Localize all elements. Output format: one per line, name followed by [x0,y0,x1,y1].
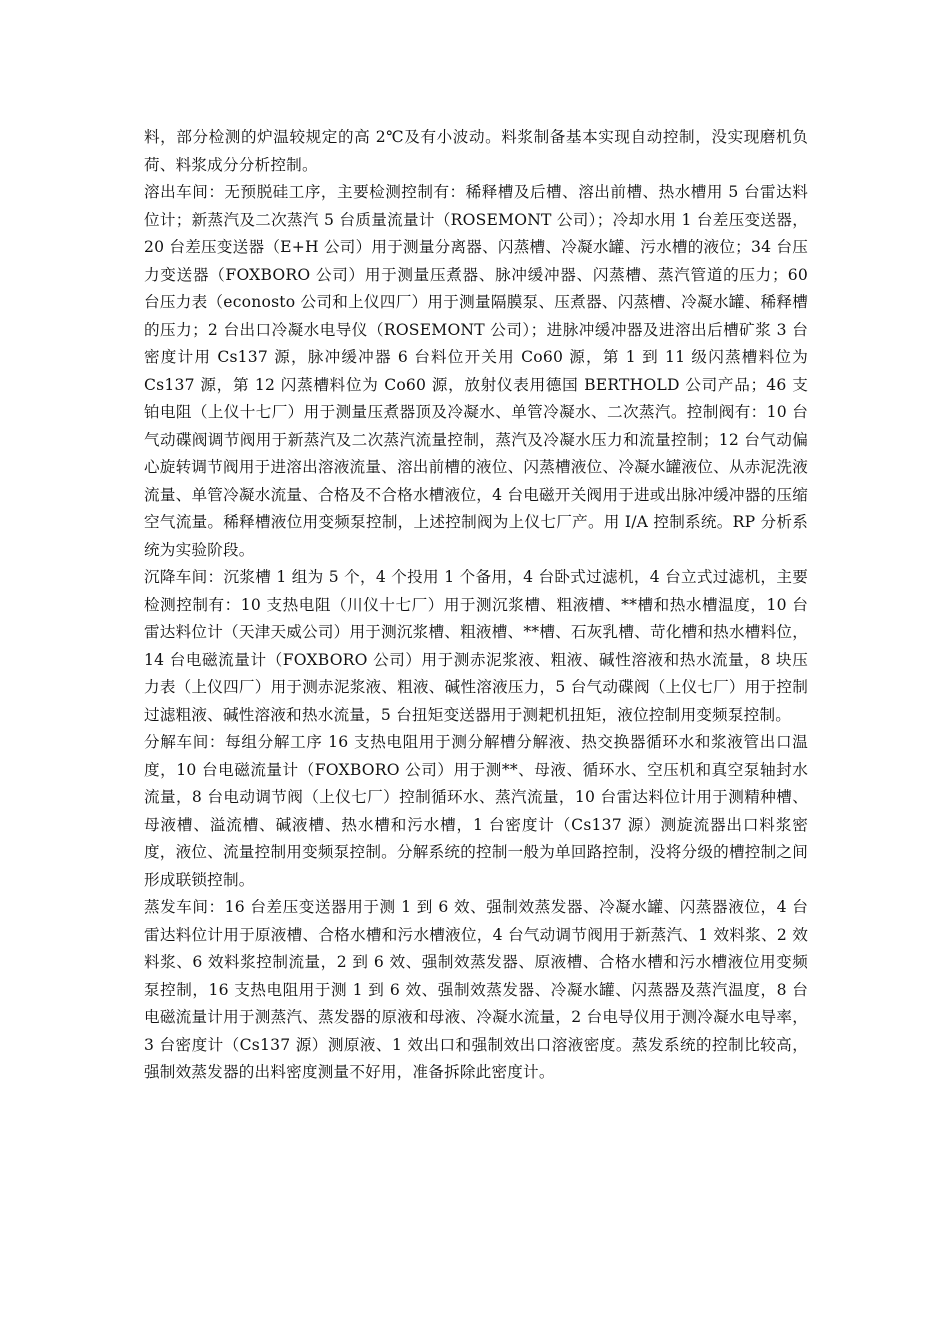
paragraph-continuation: 料，部分检测的炉温较规定的高 2℃及有小波动。料浆制备基本实现自动控制，没实现磨机负荷、料浆成分分析控制。 [144,128,808,174]
paragraph-settling-workshop: 沉降车间：沉浆槽 1 组为 5 个，4 个投用 1 个备用，4 台卧式过滤机，4 台立式过滤机，主要检测控制有：10 支热电阻（川仪十七厂）用于测沉浆槽、粗液槽、**槽和热水槽温度，10 台雷达料位计（天津天威公司）用于测沉浆槽、粗液槽、**槽、石灰乳槽、苛化槽和热水槽料位，14 台电磁流量计（FOXBORO 公司）用于测赤泥浆液、粗液、碱性溶液和热水流量，8 块压力表（上仪四厂）用于测赤泥浆液、粗液、碱性溶液压力，5 台气动碟阀（上仪七厂）用于控制过滤粗液、碱性溶液和热水流量，5 台扭矩变送器用于测耙机扭矩，液位控制用变频泵控制。 [144,568,808,724]
paragraph-decomposition-workshop: 分解车间：每组分解工序 16 支热电阻用于测分解槽分解液、热交换器循环水和浆液管出口温度，10 台电磁流量计（FOXBORO 公司）用于测**、母液、循环水、空压机和真空泵轴封水流量，8 台电动调节阀（上仪七厂）控制循环水、蒸汽流量，10 台雷达料位计用于测精种槽、母液槽、溢流槽、碱液槽、热水槽和污水槽，1 台密度计（Cs137 源）测旋流器出口料浆密度，液位、流量控制用变频泵控制。分解系统的控制一般为单回路控制，没将分级的槽控制之间形成联锁控制。 [144,733,808,889]
document-body [144,124,808,1087]
paragraph-evaporation-workshop: 蒸发车间：16 台差压变送器用于测 1 到 6 效、强制效蒸发器、冷凝水罐、闪蒸器液位，4 台雷达料位计用于原液槽、合格水槽和污水槽液位，4 台气动调节阀用于新蒸汽、1 效料浆、2 效料浆、6 效料浆控制流量，2 到 6 效、强制效蒸发器、原液槽、合格水槽和污水槽液位用变频泵控制，16 支热电阻用于测 1 到 6 效、强制效蒸发器、冷凝水罐、闪蒸器及蒸汽温度，8 台电磁流量计用于测蒸汽、蒸发器的原液和母液、冷凝水流量，2 台电导仪用于测冷凝水电导率，3 台密度计（Cs137 源）测原液、1 效出口和强制效出口溶液密度。蒸发系统的控制比较高，强制效蒸发器的出料密度测量不好用，准备拆除此密度计。 [144,898,808,1081]
paragraph-dissolution-workshop: 溶出车间：无预脱硅工序，主要检测控制有：稀释槽及后槽、溶出前槽、热水槽用 5 台雷达料位计；新蒸汽及二次蒸汽 5 台质量流量计（ROSEMONT 公司）；冷却水用 1 台差压变送器，20 台差压变送器（E+H 公司）用于测量分离器、闪蒸槽、冷凝水罐、污水槽的液位；34 台压力变送器（FOXBORO 公司）用于测量压煮器、脉冲缓冲器、闪蒸槽、蒸汽管道的压力；60 台压力表（econosto 公司和上仪四厂）用于测量隔膜泵、压煮器、闪蒸槽、冷凝水罐、稀释槽的压力；2 台出口冷凝水电导仪（ROSEMONT 公司）；进脉冲缓冲器及进溶出后槽矿浆 3 台密度计用 Cs137 源，脉冲缓冲器 6 台料位开关用 Co60 源，第 1 到 11 级闪蒸槽料位为 Cs137 源，第 12 闪蒸槽料位为 Co60 源，放射仪表用德国 BERTHOLD 公司产品；46 支铂电阻（上仪十七厂）用于测量压煮器顶及冷凝水、单管冷凝水、二次蒸汽。控制阀有：10 台气动碟阀调节阀用于新蒸汽及二次蒸汽流量控制，蒸汽及冷凝水压力和流量控制；12 台气动偏心旋转调节阀用于进溶出溶液流量、溶出前槽的液位、闪蒸槽液位、冷凝水罐液位、从赤泥洗液流量、单管冷凝水流量、合格及不合格水槽液位，4 台电磁开关阀用于进或出脉冲缓冲器的压缩空气流量。稀释槽液位用变频泵控制，上述控制阀为上仪七厂产。用 I/A 控制系统。RP 分析系统为实验阶段。 [144,183,808,559]
